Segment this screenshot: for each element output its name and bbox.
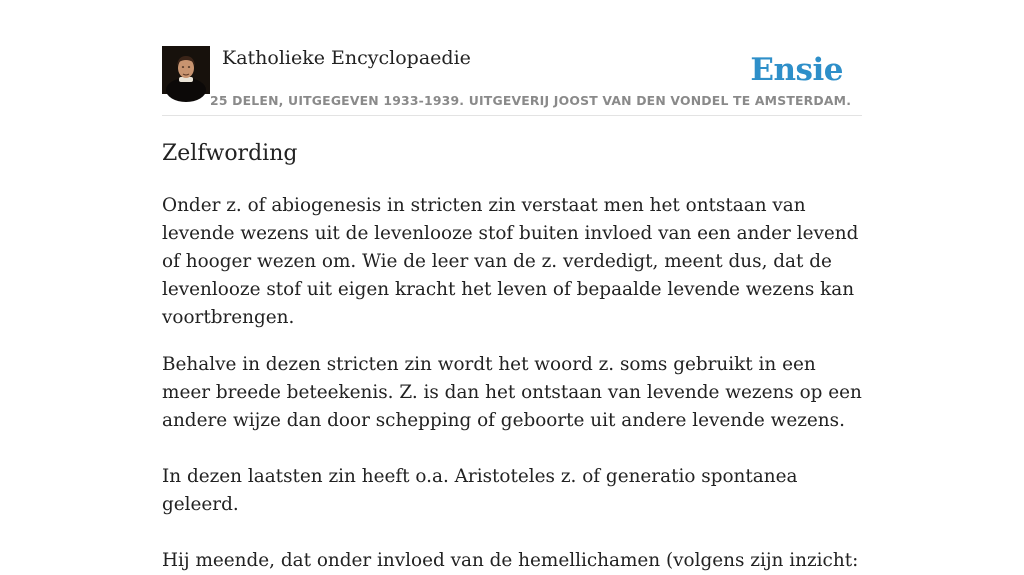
article-body — [162, 192, 862, 575]
paragraph-3: In dezen laatsten zin heeft o.a. Aristoteles z. of generatio spontanea geleerd. — [162, 466, 798, 515]
paragraph-2: Behalve in dezen stricten zin wordt het woord z. soms gebruikt in een meer breede beteekenis. Z. is dan het ontstaan van levende wezens op een andere wijze dan door schepping of geboorte uit andere levende wezens. — [162, 354, 862, 431]
article-title: Zelfwording — [162, 141, 298, 166]
portrait-avatar-icon[interactable] — [162, 46, 210, 94]
source-subtitle: 25 DELEN, UITGEGEVEN 1933-1939. UITGEVERIJ JOOST VAN DEN VONDEL TE AMSTERDAM. — [210, 93, 852, 108]
paragraph-4: Hij meende, dat onder invloed van de hemellichamen (volgens zijn inzicht: — [162, 550, 859, 571]
ensie-logo[interactable]: Ensie — [750, 52, 843, 88]
source-title[interactable]: Katholieke Encyclopaedie — [222, 47, 471, 69]
source-header — [162, 0, 862, 116]
portrait-image — [162, 46, 210, 94]
page-container — [162, 0, 862, 571]
paragraph-1: Onder z. of abiogenesis in stricten zin verstaat men het ontstaan van levende wezens uit de levenlooze stof buiten invloed van een ander levend of hooger wezen om. Wie de leer van de z. verdedigt, meent dus, dat de levenlooze stof uit eigen kracht het leven of bepaalde levende wezens kan voortbrengen. — [162, 195, 859, 328]
